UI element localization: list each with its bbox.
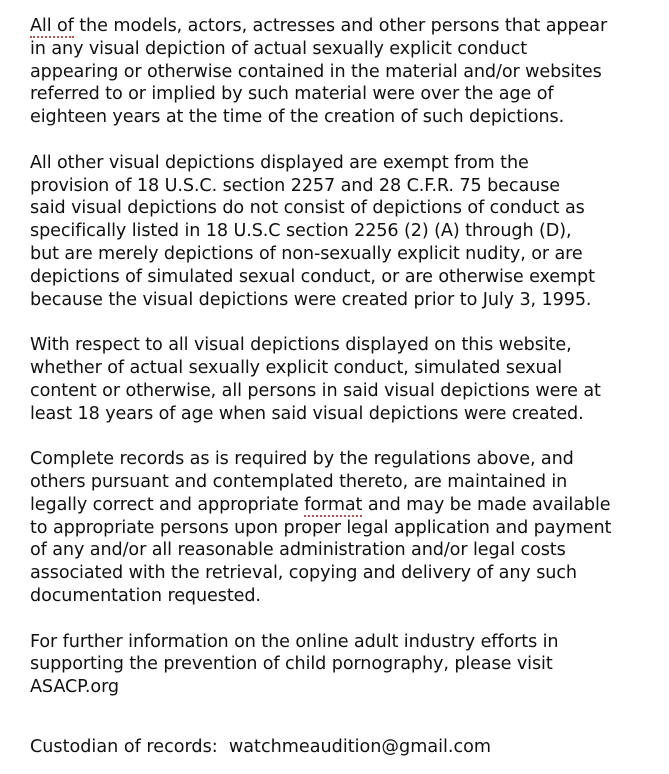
flagged-word: format	[304, 494, 363, 515]
paragraph-age-statement	[30, 15, 660, 129]
text-line: associated with the retrieval, copying and delivery of any such	[30, 563, 577, 584]
text-line: supporting the prevention of child pornography, please visit	[30, 654, 553, 675]
text-line: but are merely depictions of non-sexually explicit nudity, or are	[30, 243, 583, 264]
text-line: said visual depictions do not consist of depictions of conduct as	[30, 198, 585, 219]
document-body	[30, 15, 660, 722]
paragraph-records	[30, 448, 660, 608]
custodian-label: Custodian of records:	[30, 737, 218, 757]
text-line: ASACP.org	[30, 677, 119, 698]
text-line: because the visual depictions were created prior to July 3, 1995.	[30, 289, 592, 310]
text-line: in any visual depiction of actual sexually explicit conduct	[30, 38, 528, 59]
text-line: provision of 18 U.S.C. section 2257 and 28 C.F.R. 75 because	[30, 175, 560, 196]
text-line: eighteen years at the time of the creation of such depictions.	[30, 107, 565, 128]
paragraph-respect-statement	[30, 334, 660, 425]
custodian-of-records	[30, 736, 491, 759]
text-line: least 18 years of age when said visual depictions were created.	[30, 403, 584, 424]
paragraph-exemption	[30, 152, 660, 312]
text-line: to appropriate persons upon proper legal application and payment	[30, 517, 612, 538]
text-line: With respect to all visual depictions displayed on this website,	[30, 335, 572, 356]
text-line: specifically listed in 18 U.S.C section 2256 (2) (A) through (D),	[30, 221, 572, 242]
text-line: For further information on the online adult industry efforts in	[30, 631, 559, 652]
text-line: All other visual depictions displayed are exempt from the	[30, 152, 529, 173]
text-line: depictions of simulated sexual conduct, or are otherwise exempt	[30, 266, 595, 287]
text-line: legally correct and appropriate format and may be made available	[30, 494, 611, 515]
text-line: documentation requested.	[30, 585, 261, 606]
text-line: of any and/or all reasonable administration and/or legal costs	[30, 540, 566, 561]
text-line: referred to or implied by such material were over the age of	[30, 84, 554, 105]
text-line: content or otherwise, all persons in said visual depictions were at	[30, 380, 601, 401]
paragraph-further-info	[30, 631, 660, 699]
text-line: Complete records as is required by the regulations above, and	[30, 449, 574, 470]
custodian-email: watchmeaudition@gmail.com	[228, 737, 492, 757]
text-line: appearing or otherwise contained in the material and/or websites	[30, 61, 602, 82]
text-line: others pursuant and contemplated thereto, are maintained in	[30, 471, 568, 492]
flagged-word: All of	[30, 16, 74, 36]
text-line: All of the models, actors, actresses and other persons that appear	[30, 16, 608, 36]
text-line: whether of actual sexually explicit conduct, simulated sexual	[30, 357, 563, 378]
